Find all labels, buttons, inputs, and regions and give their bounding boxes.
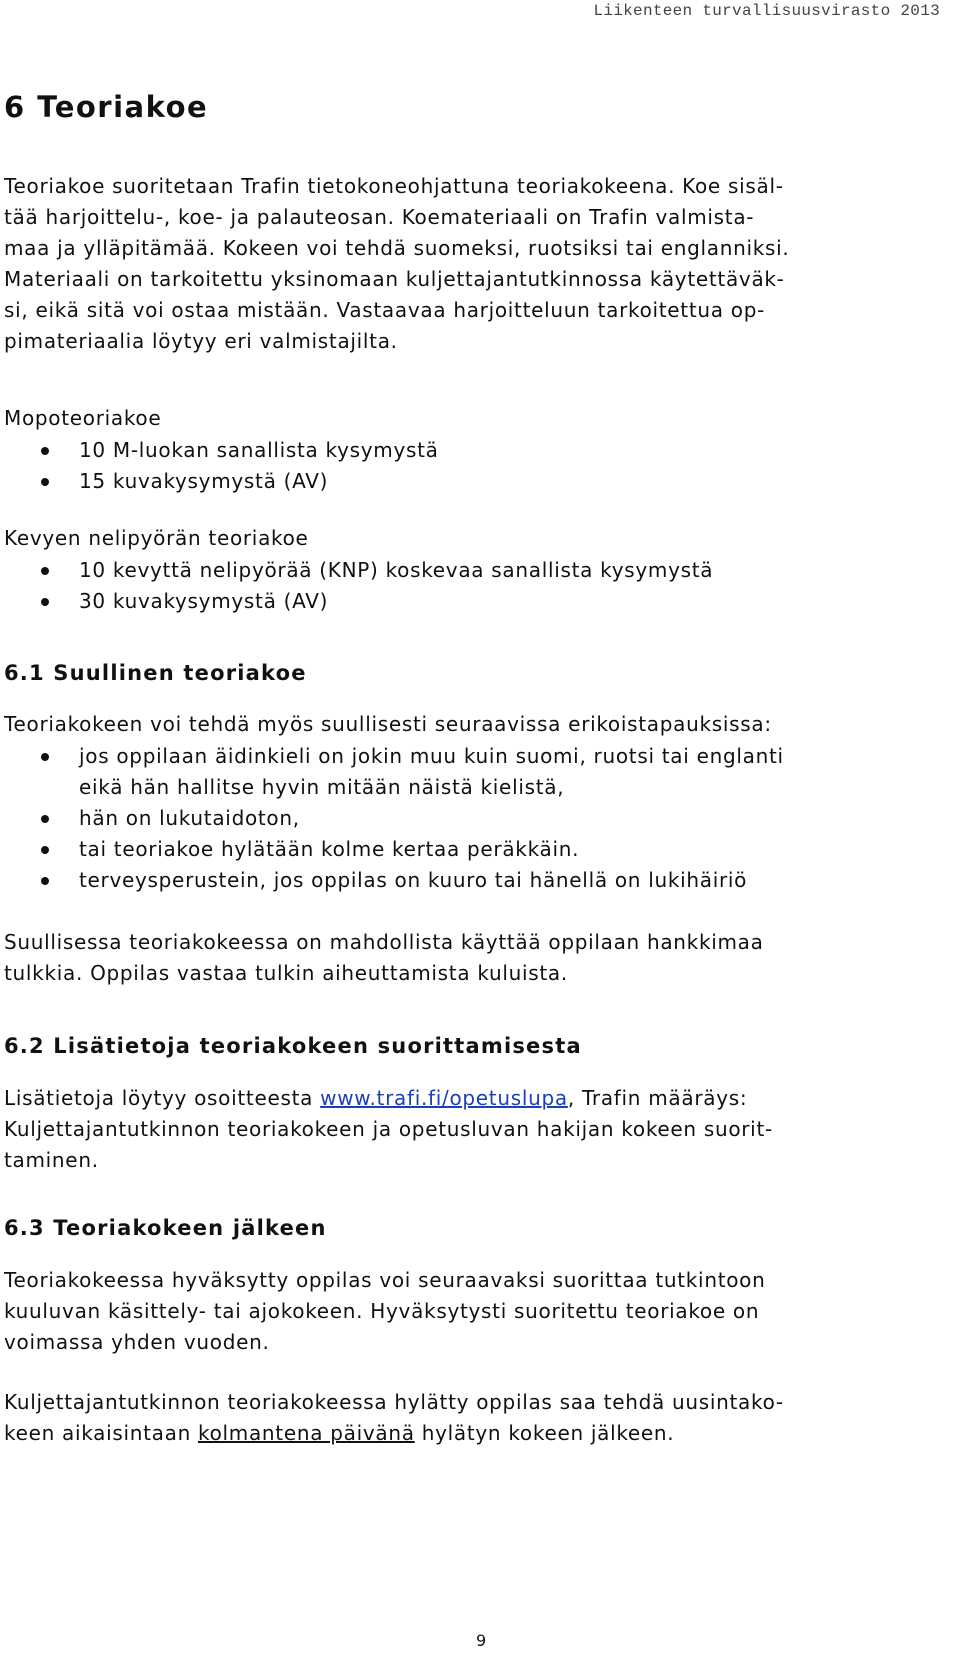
list-item: 10 M-luokan sanallista kysymystä [0,435,950,466]
quad-label: Kevyen nelipyörän teoriakoe [4,526,309,550]
moped-list [0,435,950,497]
intro-line: pimateriaalia löytyy eri valmistajilta. [4,329,398,353]
list-item: tai teoriakoe hylätään kolme kertaa peräkkäin. [0,834,950,865]
bullet-icon [41,478,49,486]
s62-paragraph: Lisätietoja löytyy osoitteesta www.trafi.fi/opetuslupa, Trafin määräys: Kuljettajantutkinnon teoriakokeen ja opetusluvan hakijan kokeen suorit- taminen. [4,1086,773,1172]
running-header: Liikenteen turvallisuusvirasto 2013 [593,2,940,20]
bullet-icon [41,877,49,885]
list-item: 10 kevyttä nelipyörää (KNP) koskevaa sanallista kysymystä [0,555,950,586]
list-item: 15 kuvakysymystä (AV) [0,466,950,497]
list-item: hän on lukutaidoton, [0,803,950,834]
bullet-icon [41,846,49,854]
s61-paragraph: Suullisessa teoriakokeessa on mahdollista käyttää oppilaan hankkimaa tulkkia. Oppilas vastaa tulkin aiheuttamista kuluista. [4,930,764,985]
bullet-icon [41,753,49,761]
intro-line: si, eikä sitä voi ostaa mistään. Vastaavaa harjoitteluun tarkoitettua op- [4,298,766,322]
intro-line: Materiaali on tarkoitettu yksinomaan kuljettajantutkinnossa käytettäväk- [4,267,785,291]
quad-list [0,555,950,617]
intro-line: maa ja ylläpitämää. Kokeen voi tehdä suomeksi, ruotsiksi tai englanniksi. [4,236,790,260]
page-number: 9 [476,1631,487,1650]
section-heading-6-2: 6.2 Lisätietoja teoriakokeen suorittamisesta [4,1034,582,1058]
s63-paragraph-1: Teoriakokeessa hyväksytty oppilas voi seuraavaksi suorittaa tutkintoon kuuluvan käsittely- tai ajokokeen. Hyväksytysti suoritettu teoriakoe on voimassa yhden vuoden. [4,1268,766,1354]
bullet-icon [41,598,49,606]
underlined-text: kolmantena päivänä [198,1421,415,1445]
s63-paragraph-2: Kuljettajantutkinnon teoriakokeessa hylätty oppilas saa tehdä uusintako- keen aikaisintaan kolmantena päivänä hylätyn kokeen jälkeen. [4,1390,784,1445]
intro-paragraph [4,171,944,357]
page-title: 6 Teoriakoe [4,90,209,124]
bullet-icon [41,447,49,455]
list-item: jos oppilaan äidinkieli on jokin muu kuin suomi, ruotsi tai englanti eikä hän hallitse hyvin mitään näistä kielistä, [0,741,950,803]
bullet-icon [41,567,49,575]
intro-line: Teoriakoe suoritetaan Trafin tietokoneohjattuna teoriakokeena. Koe sisäl- [4,174,784,198]
trafi-link[interactable]: www.trafi.fi/opetuslupa [320,1086,568,1110]
list-item: 30 kuvakysymystä (AV) [0,586,950,617]
intro-line: tää harjoittelu-, koe- ja palauteosan. Koemateriaali on Trafin valmista- [4,205,755,229]
list-item: terveysperustein, jos oppilas on kuuro tai hänellä on lukihäiriö [0,865,950,896]
oral-exam-list [0,741,950,896]
moped-label: Mopoteoriakoe [4,406,162,430]
bullet-icon [41,815,49,823]
section-heading-6-1: 6.1 Suullinen teoriakoe [4,661,307,685]
s61-intro: Teoriakokeen voi tehdä myös suullisesti seuraavissa erikoistapauksissa: [4,712,772,736]
section-heading-6-3: 6.3 Teoriakokeen jälkeen [4,1216,327,1240]
